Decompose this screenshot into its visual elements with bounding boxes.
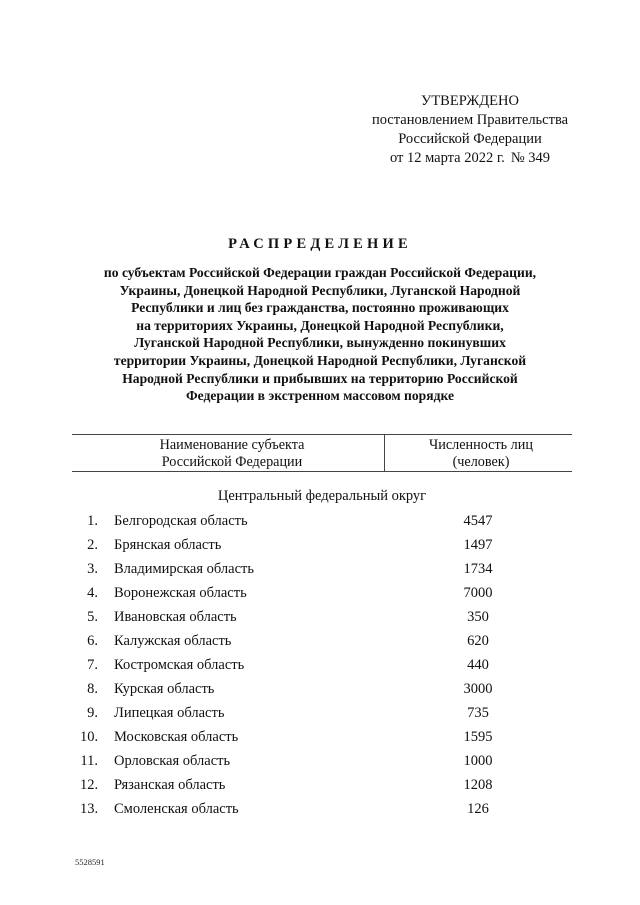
row-number: 13. <box>80 801 99 817</box>
header-divider <box>384 435 385 471</box>
row-count: 1734 <box>463 561 493 577</box>
table-row <box>0 583 640 607</box>
row-number: 6. <box>87 633 98 649</box>
row-count: 7000 <box>463 585 493 601</box>
row-subject: Ивановская область <box>114 609 237 625</box>
table-row <box>0 799 640 823</box>
row-number: 11. <box>80 753 98 769</box>
row-subject: Липецкая область <box>114 705 225 721</box>
row-count: 620 <box>467 633 489 649</box>
table-row <box>0 727 640 751</box>
row-count: 1595 <box>463 729 493 745</box>
approval-line-1: постановлением Правительства <box>371 112 569 128</box>
approval-date-line <box>340 149 600 168</box>
row-subject: Калужская область <box>114 633 232 649</box>
row-subject: Московская область <box>114 729 239 745</box>
row-subject: Белгородская область <box>114 513 248 529</box>
row-number: 8. <box>87 681 98 697</box>
subtitle-line: Луганской Народной Республики, вынужденно покинувших <box>134 335 506 351</box>
subtitle-line: по субъектам Российской Федерации граждан Российской Федерации, <box>103 265 537 280</box>
row-count: 4547 <box>463 513 493 529</box>
approval-stamp <box>340 92 600 168</box>
header-person-count <box>390 437 572 471</box>
document-title: РАСПРЕДЕЛЕНИЕ <box>228 236 412 252</box>
row-count: 3000 <box>463 681 493 697</box>
table-row <box>0 703 640 727</box>
subtitle-line: Народной Республики и прибывших на территорию Российской <box>122 370 518 386</box>
approval-heading: УТВЕРЖДЕНО <box>421 93 519 109</box>
row-number: 3. <box>87 561 98 577</box>
row-subject: Орловская область <box>114 753 231 769</box>
row-subject: Воронежская область <box>114 585 247 601</box>
table-header <box>72 434 572 472</box>
document-code: 5528591 <box>75 857 105 867</box>
subtitle-line: Республики и лиц без гражданства, постоянно проживающих <box>131 300 509 316</box>
subtitle-line: на территориях Украины, Донецкой Народной Республики, <box>136 317 504 333</box>
row-count: 1208 <box>463 777 493 793</box>
header-count-line: Численность лиц <box>429 437 533 453</box>
row-number: 5. <box>87 609 98 625</box>
table-row <box>0 655 640 679</box>
row-number: 2. <box>87 537 98 553</box>
approval-number: № 349 <box>510 150 551 166</box>
header-subject-name <box>102 437 362 471</box>
table-row <box>0 751 640 775</box>
table-row <box>0 607 640 631</box>
row-number: 4. <box>87 585 98 601</box>
table-row <box>0 775 640 799</box>
header-subject-line: Наименование субъекта <box>159 437 305 453</box>
header-count-line: (человек) <box>452 454 510 470</box>
document-subtitle <box>70 264 570 405</box>
row-subject: Владимирская область <box>114 561 254 577</box>
row-subject: Курская область <box>114 681 215 697</box>
federal-district-heading: Центральный федеральный округ <box>217 488 427 504</box>
row-count: 440 <box>467 657 489 673</box>
table-row <box>0 679 640 703</box>
header-subject-line: Российской Федерации <box>161 454 303 470</box>
row-subject: Брянская область <box>114 537 222 553</box>
row-number: 7. <box>87 657 98 673</box>
row-subject: Костромская область <box>114 657 245 673</box>
subtitle-line: территории Украины, Донецкой Народной Республики, Луганской <box>113 352 527 368</box>
row-count: 350 <box>467 609 489 625</box>
row-subject: Смоленская область <box>114 801 239 817</box>
table-row <box>0 535 640 559</box>
row-number: 9. <box>87 705 98 721</box>
subtitle-line: Украины, Донецкой Народной Республики, Луганской Народной <box>119 282 521 298</box>
row-subject: Рязанская область <box>114 777 226 793</box>
row-number: 12. <box>80 777 99 793</box>
approval-date: от 12 марта 2022 г. <box>389 150 505 166</box>
row-count: 1000 <box>463 753 493 769</box>
row-count: 1497 <box>463 537 493 553</box>
table-row <box>0 559 640 583</box>
row-count: 735 <box>467 705 489 721</box>
table-row <box>0 511 640 535</box>
row-number: 1. <box>87 513 98 529</box>
row-number: 10. <box>80 729 99 745</box>
row-count: 126 <box>467 801 489 817</box>
approval-line-2: Российской Федерации <box>398 131 542 147</box>
table-row <box>0 631 640 655</box>
table-body <box>0 511 640 823</box>
subtitle-line: Федерации в экстренном массовом порядке <box>185 388 454 404</box>
